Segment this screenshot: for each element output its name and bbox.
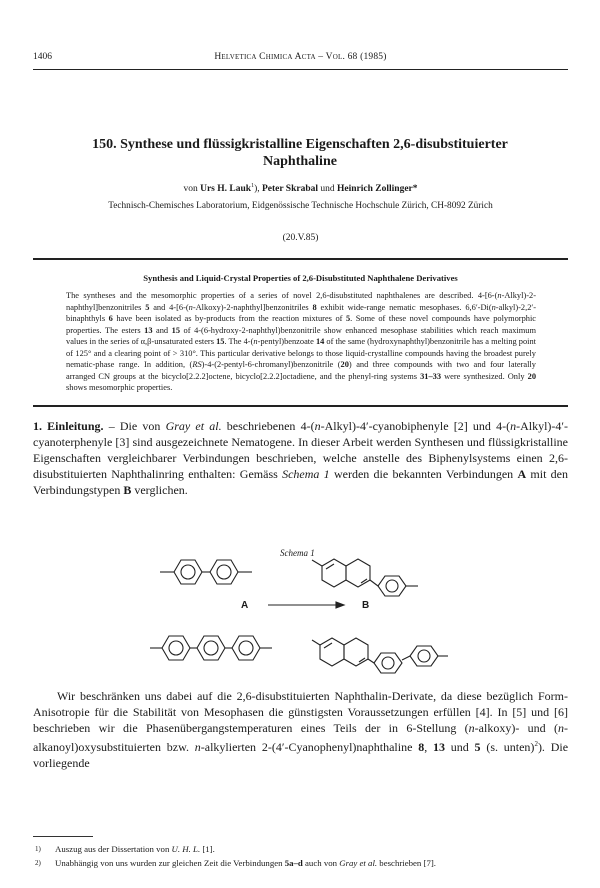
- author-skrabal: Peter Skrabal: [261, 184, 319, 195]
- running-header: [33, 52, 568, 68]
- structure-A-terphenyl: [150, 636, 272, 660]
- abstract-title: Synthesis and Liquid-Crystal Properties of 2,6-Disubstituted Naphthalene Derivatives: [143, 273, 458, 283]
- section-heading: 1. Einleitung.: [33, 419, 104, 433]
- page-number: 1406: [33, 52, 52, 62]
- introduction-paragraph: 1. Einleitung. – Die von Gray et al. beschriebenen 4-(n-Alkyl)-4′-cyanobiphenyle [2] und 4-(n-Alkyl)-4′-cyanoterphenyle [3] sind ausgezeichnete Nematogene. In dieser Arbeit werden Synthesen und flüssigkristalline Eigenschaften vergleichbarer Verbindungen beschrieben, welche anstelle des Biphenylsystems einen 2,6-disubstituierten Naphthalinring enthalten: Gemäss Schema 1 werden die bekannten Verbindungen A mit den Verbindungstypen B verglichen.: [33, 419, 569, 497]
- article-title: 150. Synthese und flüssigkristalline Eigenschaften 2,6-disubstituierter Naphthaline: [92, 137, 508, 169]
- scheme-label-B: B: [362, 600, 370, 611]
- abstract-bottom-rule: [33, 405, 568, 407]
- header-rule: [33, 69, 568, 70]
- scheme-1-structures: [0, 550, 600, 688]
- structure-B-naphthyl-biphenyl: [312, 638, 448, 673]
- footnote-rule: [33, 836, 93, 837]
- body-paragraph-2: Wir beschränken uns dabei auf die 2,6-disubstituierten Naphthalin-Derivate, da diese bezüglich Form-Anisotropie für die Stabilität von Mesophasen die günstigsten Voraussetzungen erfüllen [4]. In [5] und [6] beschrieben wir die Phasenübergangstemperaturen eines Teils der in 6-Stellung (n-alkoxy)- und (n-alkanoyl)oxysubstituierten bzw. n-alkylierten 2-(4′-Cyanophenyl)naphthaline 8, 13 und 5 (s. unten)$^2$). Die vorliegende: [33, 689, 569, 770]
- reaction-arrow: [268, 602, 344, 608]
- affiliation: Technisch-Chemisches Laboratorium, Eidgenössische Technische Hochschule Zürich, CH-8092 Zürich: [108, 201, 493, 211]
- journal-title: Helvetica Chimica Acta – Vol. 68 (1985): [214, 52, 387, 62]
- structure-A-biphenyl: [160, 560, 252, 584]
- footnote-marker: 1): [35, 845, 41, 853]
- footnote-marker: 2): [35, 859, 41, 867]
- author-zollinger: Heinrich Zollinger*: [337, 184, 418, 195]
- author-lauk: Urs H. Lauk: [200, 184, 252, 195]
- author-line: von Urs H. Lauk$^1$), Peter Skrabal und Heinrich Zollinger*: [183, 183, 418, 195]
- abstract-text: The syntheses and the mesomorphic properties of a series of novel 2,6-disubstituted naphthalenes are described. 4-[6-(n-Alkyl)-2-naphthyl]benzonitriles 5 and 4-[6-(n-Alkoxy)-2-naphthyl]benzonitriles 8 exhibit wide-range nematic mesophases. 6,6′-Di(n-alkyl)-2,2′-binaphthyls 6 have been isolated as by-products from the reaction mixtures of 5. Some of these novel compounds have polymorphic properties. The esters 13 and 15 of 4-(6-hydroxy-2-naphthyl)benzonitrile show enhanced mesophase stabilities which reach maximum values in the series of α,β-unsaturated esters 15. The 4-(n-pentyl)benzoate 14 of the same (hydroxynaphthyl)benzonitrile has a melting point of 125° and a clearing point of > 310°. This particular derivative belongs to those liquid-crystalline compounds having the broadest purely nematic-phase range. In addition, (RS)-4-(2-pentyl-6-chromanyl)benzonitrile (20) and three compounds with two and four laterally arranged CN groups at the bicyclo[2.2.2]octene, bicyclo[2.2.2]octadiene, and the phenyl-ring systems 31–33 were synthesized. Only 20 shows mesomorphic properties.: [66, 291, 537, 392]
- scheme-label-A: A: [241, 600, 249, 611]
- scheme-label: Schema 1: [280, 548, 315, 558]
- paper-page: 1406 Helvetica Chimica Acta – Vol. 68 (1985) 150. Synthese und flüssigkristalline Eigenschaften 2,6-disubstituierter Naphthaline von Urs H. Lauk$^1$), Peter Skrabal und Heinrich Zollinger* Technisch-Chemisches Laboratorium, Eidgenössische Technische Hochschule Zürich, CH-8092 Zürich (20.V.85) Synthesis and Liquid-Crystal Properties of 2,6-Disubstituted Naphthalene Derivatives The syntheses and the mesomorphic properties of a series of novel 2,6-disubstituted naphthalenes are described. 4-[6-(n-Alkyl)-2-naphthyl]benzonitriles 5 and 4-[6-(n-Alkoxy)-2-naphthyl]benzonitriles 8 exhibit wide-range nematic mesophases. 6,6′-Di(n-alkyl)-2,2′-binaphthyls 6 have been isolated as by-products from the reaction mixtures of 5. Some of these novel compounds have polymorphic properties. The esters 13 and 15 of 4-(6-hydroxy-2-naphthyl)benzonitrile show enhanced mesophase stabilities which reach maximum values in the series of α,β-unsaturated esters 15. The 4-(n-pentyl)benzoate 14 of the same (hydroxynaphthyl)benzonitrile has a melting point of 125° and a clearing point of > 310°. This particular derivative belongs to those liquid-crystalline compounds having the broadest purely nematic-phase range. In addition, (RS)-4-(2-pentyl-6-chromanyl)benzonitrile (20) and three compounds with two and four laterally arranged CN groups at the bicyclo[2.2.2]octene, bicyclo[2.2.2]octadiene, and the phenyl-ring systems 31–33 were synthesized. Only 20 shows mesomorphic properties. 1. Einleitung. – Die von Gray et al. beschriebenen 4-(n-Alkyl)-4′-cyanobiphenyle [2] und 4-(n-Alkyl)-4′-cyanoterphenyle [3] sind ausgezeichnete Nematogene. In dieser Arbeit werden Synthesen und flüssigkristalline Eigenschaften vergleichbarer Verbindungen beschrieben, welche anstelle des Biphenylsystems einen 2,6-disubstituierten Naphthalinring enthalten: Gemäss Schema 1 werden die bekannten Verbindungen A mit den Verbindungstypen B verglichen. Schema 1 A B Wir beschränken uns dabei auf die 2,6-disubstituierten Naphthalin-Derivate, da diese bezüglich Form-Anisotropie für die Stabilität von Mesophasen die günstigsten Voraussetzungen erfüllen [4]. In [5] und [6] beschrieben wir die Phasenübergangstemperaturen eines Teils der in 6-Stellung (n-alkoxy)- und (n-alkanoyl)oxysubstituierten bzw. n-alkylierten 2-(4′-Cyanophenyl)naphthaline 8, 13 und 5 (s. unten)$^2$). Die vorliegende 1) Auszug aus der Dissertation von U. H. L. [1]. 2) Unabhängig von uns wurden zur gleichen Zeit die Verbindungen 5a–d auch von Gray et al. beschrieben [7].: [0, 0, 600, 888]
- structure-B-naphthyl-phenyl: [312, 559, 418, 596]
- received-date: (20.V.85): [282, 233, 319, 243]
- abstract-top-rule: [33, 258, 568, 260]
